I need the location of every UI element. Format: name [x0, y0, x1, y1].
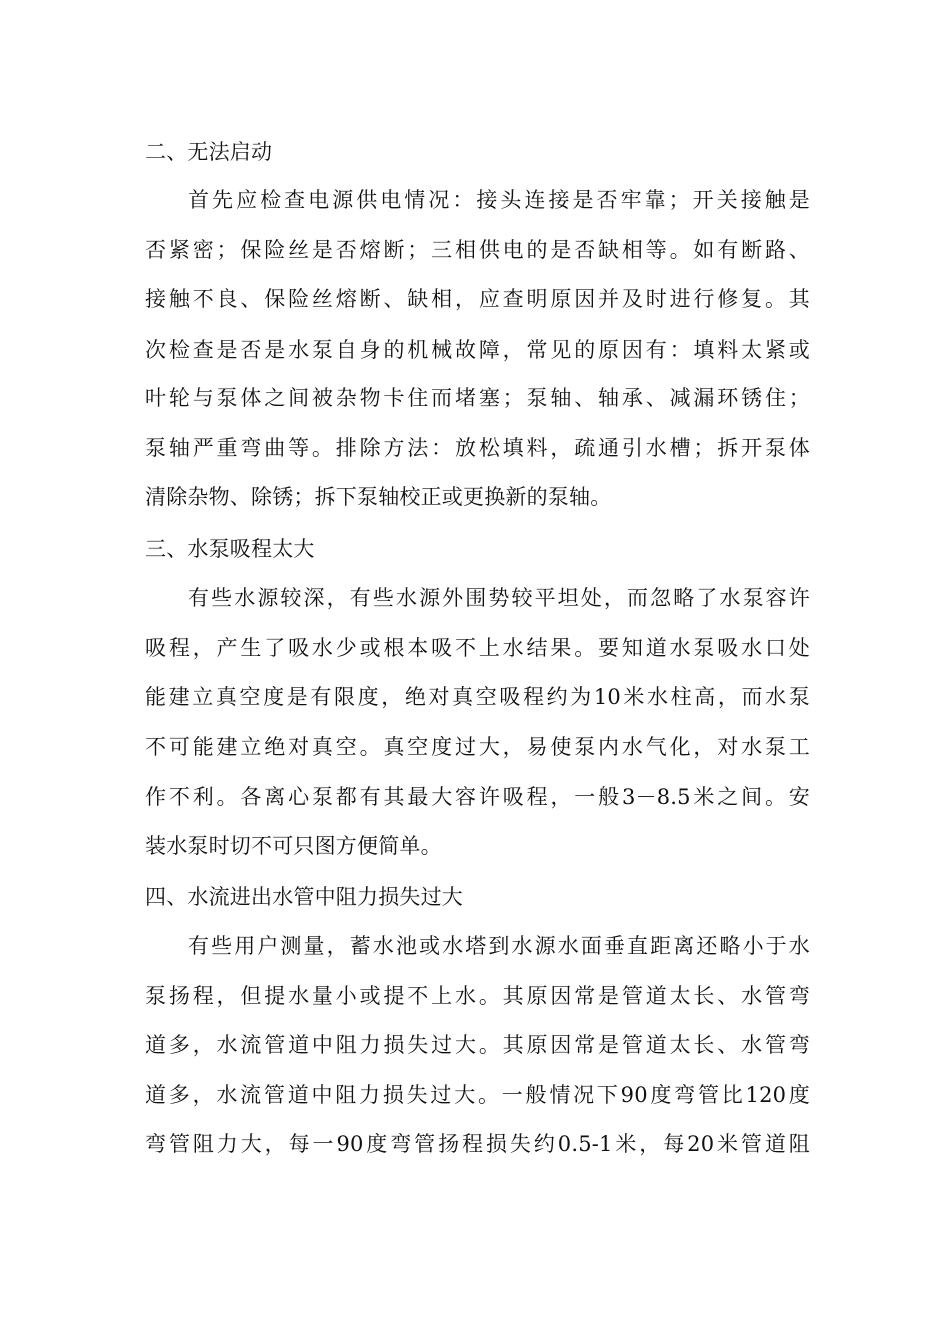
paragraph-line: 泵扬程，但提水量小或提不上水。其原因常是管道太长、水管弯 [145, 984, 810, 1008]
paragraph-line: 首先应检查电源供电情况：接头连接是否牢靠；开关接触是 [188, 188, 810, 212]
paragraph-line: 装水泵时切不可只图方便简单。 [145, 834, 442, 858]
section-heading: 三、水泵吸程太大 [145, 537, 315, 561]
paragraph-line: 作不利。各离心泵都有其最大容许吸程，一般3－8.5米之间。安 [145, 785, 810, 809]
section-heading: 二、无法启动 [145, 140, 273, 164]
paragraph-line: 能建立真空度是有限度，绝对真空吸程约为10米水柱高，而水泵 [145, 685, 810, 709]
paragraph-line: 有些水源较深，有些水源外围势较平坦处，而忽略了水泵容许 [188, 586, 810, 610]
paragraph-line: 清除杂物、除锈；拆下泵轴校正或更换新的泵轴。 [145, 485, 612, 509]
paragraph-line: 泵轴严重弯曲等。排除方法：放松填料，疏通引水槽；拆开泵体 [145, 436, 810, 460]
paragraph-line: 叶轮与泵体之间被杂物卡住而堵塞；泵轴、轴承、减漏环锈住； [145, 386, 810, 410]
paragraph-line: 有些用户测量，蓄水池或水塔到水源水面垂直距离还略小于水 [188, 934, 810, 958]
paragraph-line: 弯管阻力大，每一90度弯管扬程损失约0.5-1米，每20米管道阻 [145, 1132, 810, 1156]
paragraph-line: 否紧密；保险丝是否熔断；三相供电的是否缺相等。如有断路、 [145, 238, 810, 262]
paragraph-line: 接触不良、保险丝熔断、缺相，应查明原因并及时进行修复。其 [145, 287, 810, 311]
section-heading: 四、水流进出水管中阻力损失过大 [145, 885, 463, 909]
paragraph-line: 道多，水流管道中阻力损失过大。其原因常是管道太长、水管弯 [145, 1033, 810, 1057]
paragraph-line: 道多，水流管道中阻力损失过大。一般情况下90度弯管比120度 [145, 1083, 810, 1107]
paragraph-line: 吸程，产生了吸水少或根本吸不上水结果。要知道水泵吸水口处 [145, 636, 810, 660]
paragraph-line: 次检查是否是水泵自身的机械故障，常见的原因有：填料太紧或 [145, 338, 810, 362]
paragraph-line: 不可能建立绝对真空。真空度过大，易使泵内水气化，对水泵工 [145, 735, 810, 759]
